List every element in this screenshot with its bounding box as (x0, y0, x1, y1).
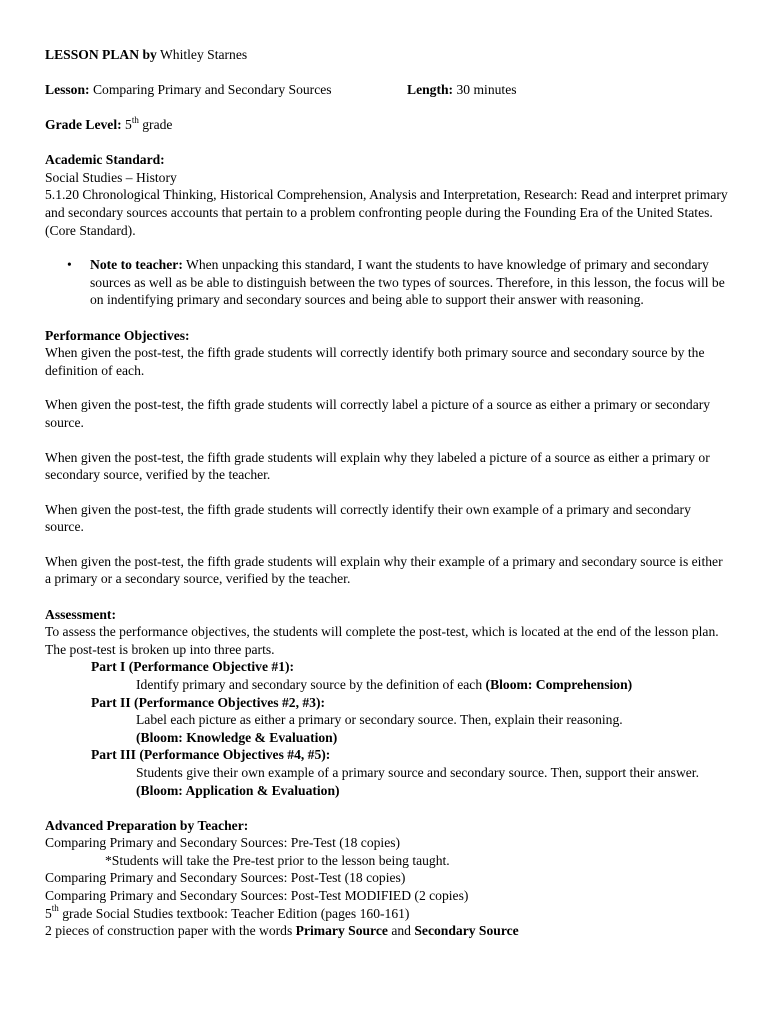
performance-objectives-heading: Performance Objectives: (45, 327, 190, 343)
objective-item: When given the post-test, the fifth grade students will correctly identify their own example of a primary and secondary source. (45, 501, 691, 535)
assessment-heading: Assessment: (45, 606, 116, 622)
prep-item: 5th grade Social Studies textbook: Teacher Edition (pages 160-161) (45, 903, 410, 921)
assessment-part-2-title: Part II (Performance Objectives #2, #3): (91, 694, 326, 710)
assessment-part-2-bloom: (Bloom: Knowledge & Evaluation) (136, 729, 338, 745)
objective-item: When given the post-test, the fifth grade students will correctly identify both primary source and secondary source by the definition of each. (45, 345, 705, 378)
teacher-note-list (45, 256, 730, 309)
prep-item: Comparing Primary and Secondary Sources: Post-Test (18 copies) (45, 870, 406, 886)
lesson-title: Comparing Primary and Secondary Sources (89, 82, 332, 98)
length-field: Length: 30 minutes (407, 82, 517, 98)
author-name: Whitley Starnes (156, 47, 248, 62)
document-title (45, 46, 730, 64)
assessment-part-3-title: Part III (Performance Objectives #4, #5): (91, 747, 331, 763)
objective-item: When given the post-test, the fifth grade students will explain why they labeled a picture of a source as either a primary or secondary source, verified by the teacher. (45, 449, 710, 483)
assessment-part-2-text: Label each picture as either a primary or secondary source. Then, explain their reasoning. (136, 712, 623, 728)
grade-level: Grade Level: 5th grade (45, 114, 173, 133)
objective-item: When given the post-test, the fifth grade students will correctly label a picture of a source as either a primary or secondary source. (45, 397, 711, 430)
prep-note: *Students will take the Pre-test prior to the lesson being taught. (105, 852, 450, 868)
teacher-note: • Note to teacher: When unpacking this standard, I want the students to have knowledge of primary and secondary sources as well as be able to distinguish between the two types of sources. Therefore, in this lesson, the focus will be on indentifying primary and secondary sources and being able to support their answer with reasoning. (67, 257, 725, 308)
lesson-field: Lesson: Comparing Primary and Secondary Sources (45, 82, 332, 98)
advanced-preparation-heading: Advanced Preparation by Teacher: (45, 817, 249, 833)
bullet-icon: • (67, 257, 72, 273)
standard-text: 5.1.20 Chronological Thinking, Historical Comprehension, Analysis and Interpretation, Research: Read and interpret primary and secondary sources accounts that pertain to a problem confronting people during the Founding Era of the United States. (Core Standard). (45, 187, 728, 238)
title-label: LESSON PLAN by (45, 47, 157, 62)
lesson-row (45, 81, 730, 99)
objective-item: When given the post-test, the fifth grade students will explain why their example of a primary and secondary source is either a primary or a secondary source, verified by the teacher. (45, 553, 723, 587)
prep-item: Comparing Primary and Secondary Sources: Pre-Test (18 copies) (45, 835, 401, 851)
standard-subject: Social Studies – History (45, 169, 177, 185)
prep-item: Comparing Primary and Secondary Sources: Post-Test MODIFIED (2 copies) (45, 887, 469, 903)
assessment-part-3-text: Students give their own example of a primary source and secondary source. Then, support their answer. (Bloom: Application & Evaluation) (136, 764, 699, 798)
prep-item: 2 pieces of construction paper with the words Primary Source and Secondary Source (45, 923, 519, 939)
assessment-part-1-title: Part I (Performance Objective #1): (91, 659, 295, 675)
academic-standard-heading: Academic Standard: (45, 152, 165, 168)
assessment-intro: To assess the performance objectives, the students will complete the post-test, which is located at the end of the lesson plan. The post-test is broken up into three parts. (45, 624, 719, 657)
lesson-length: 30 minutes (453, 82, 517, 98)
assessment-part-1-text: Identify primary and secondary source by the definition of each (Bloom: Comprehension) (136, 676, 633, 692)
